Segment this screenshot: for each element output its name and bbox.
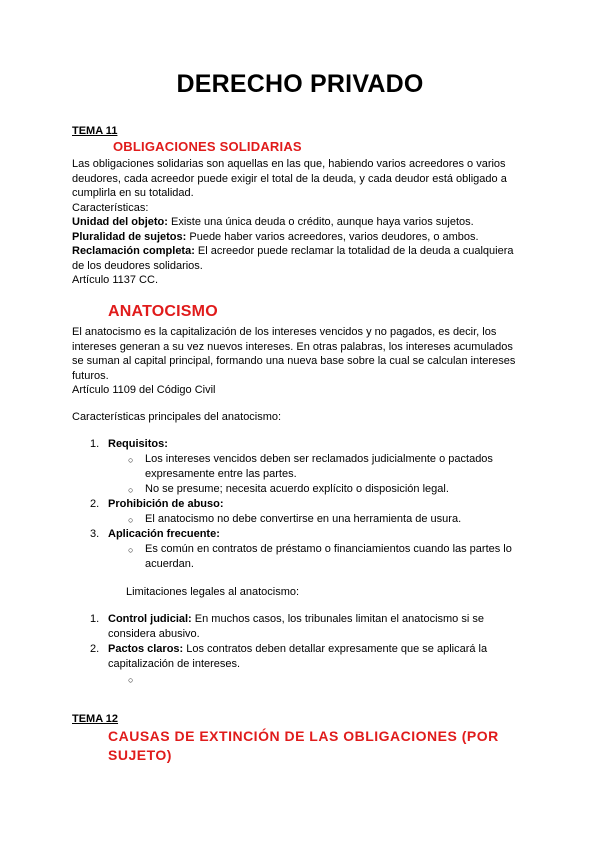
tema-11-label: TEMA 11 <box>72 125 118 137</box>
char-item: Unidad del objeto: Existe una única deuda o crédito, aunque haya varios sujetos. <box>72 216 474 228</box>
paragraph-anatocismo-intro: El anatocismo es la capitalización de los intereses vencidos y no pagados, es decir, los intereses generan a su vez nuevos intereses. En otras palabras, los intereses acumulados se suman al capital principal, formando una nueva base sobre la cual se calculan intereses futuros. Artículo 1109 del Código Civil <box>72 325 532 398</box>
list-number: 1. <box>90 438 100 450</box>
limitation-item: Control judicial: En muchos casos, los tribunales limitan el anatocismo si se considera abusivo. <box>108 613 484 640</box>
list-item-title: Prohibición de abuso: <box>108 498 224 510</box>
paragraph-solidarias-intro: Las obligaciones solidarias son aquellas en las que, habiendo varios acreedores o varios deudores, cada acreedor puede exigir el total de la deuda, y cada deudor está obligado a cumplirla en su totalidad. Características: Unidad del objeto: Existe una única deuda o crédito, aunque haya varios sujetos. Pluralidad de sujetos: Puede haber varios acreedores, varios deudores, o ambos. Reclamación completa: El acreedor puede reclamar la totalidad de la deuda a cualquiera de los deudores solidarios. Artículo 1137 CC. <box>72 157 532 288</box>
limitation-item: Pactos claros: Los contratos deben detallar expresamente que se aplicará la capitalización de intereses. <box>108 643 488 670</box>
list-subitem: Los intereses vencidos deben ser reclamados judicialmente o pactados expresamente entre las partes. <box>145 453 493 480</box>
list-number: 3. <box>90 528 100 540</box>
caracteristicas-anatocismo-label: Características principales del anatocismo: <box>72 411 282 423</box>
list-subitem: Es común en contratos de préstamo o financiamientos cuando las partes lo acuerdan. <box>145 543 512 570</box>
document-title: DERECHO PRIVADO <box>176 70 424 98</box>
list-item-title: Requisitos: <box>108 438 168 450</box>
bullet-icon: ○ <box>128 675 134 685</box>
heading-obligaciones-solidarias: OBLIGACIONES SOLIDARIAS <box>113 139 302 154</box>
heading-anatocismo: ANATOCISMO <box>108 303 218 320</box>
bullet-icon: ○ <box>128 485 134 495</box>
tema-12-label: TEMA 12 <box>72 713 119 725</box>
char-item: Reclamación completa: El acreedor puede reclamar la totalidad de la deuda a cualquiera <box>72 245 514 257</box>
char-item: Pluralidad de sujetos: Puede haber varios acreedores, varios deudores, o ambos. <box>72 230 479 243</box>
caracteristicas-label: Características: <box>72 201 149 214</box>
heading-causas-extincion: CAUSAS DE EXTINCIÓN DE LAS OBLIGACIONES (POR SUJETO) <box>108 728 499 763</box>
article-ref: Artículo 1109 del Código Civil <box>72 384 216 396</box>
bullet-icon: ○ <box>128 455 134 465</box>
list-subitem: No se presume; necesita acuerdo explícito o disposición legal. <box>145 483 449 495</box>
list-number: 2. <box>90 498 100 510</box>
bullet-icon: ○ <box>128 515 134 525</box>
list-number: 2. <box>90 643 100 655</box>
list-subitem: El anatocismo no debe convertirse en una herramienta de usura. <box>145 513 462 525</box>
list-number: 1. <box>90 613 100 625</box>
article-ref: Artículo 1137 CC. <box>72 274 159 286</box>
list-item-title: Aplicación frecuente: <box>108 528 220 540</box>
bullet-icon: ○ <box>128 545 134 555</box>
limitaciones-label: Limitaciones legales al anatocismo: <box>126 586 300 598</box>
